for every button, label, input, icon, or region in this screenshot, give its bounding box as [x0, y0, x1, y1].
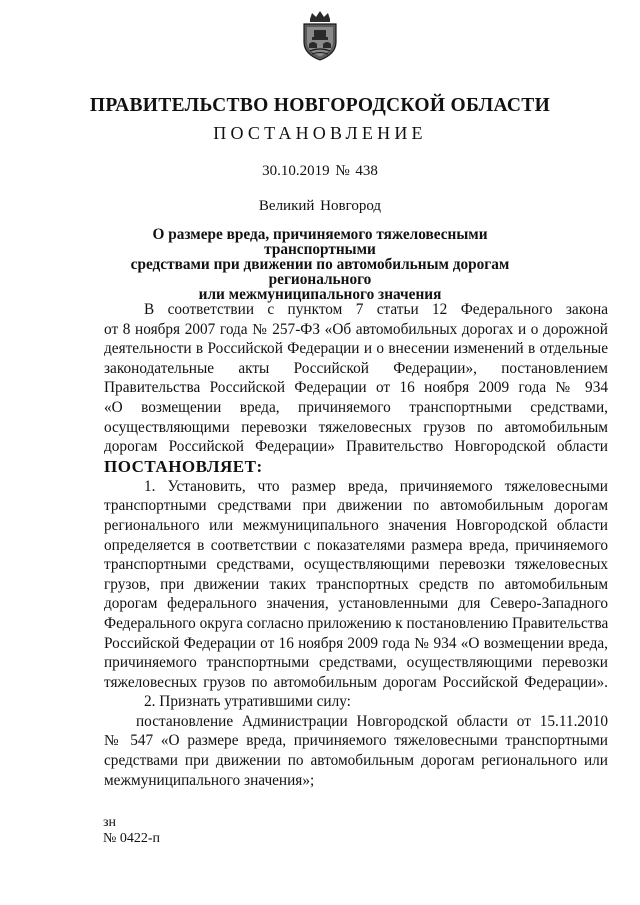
preamble-line: осуществляющими перевозки тяжеловесных грузов по автомобильным	[104, 418, 608, 436]
resolves-heading: ПОСТАНОВЛЯЕТ:	[104, 456, 263, 476]
document-date-number: 30.10.2019 № 438	[262, 163, 378, 179]
item-1-line: транспортными средствами, осуществляющими перевозки тяжеловесных	[104, 556, 608, 574]
novgorod-coat-of-arms-icon	[300, 10, 340, 62]
item-1-line: грузов, при движении таких транспортных средств по автомобильным	[104, 575, 608, 593]
subject-line: средствами при движении по автомобильным дорогам регионального	[130, 256, 510, 288]
item-2-heading: 2. Признать утратившими силу:	[144, 693, 351, 711]
document-kind: ПОСТАНОВЛЕНИЕ	[213, 123, 427, 143]
item-1-line: транспортными средствами при движении по автомобильным дорогам	[104, 497, 608, 515]
government-title: ПРАВИТЕЛЬСТВО НОВГОРОДСКОЙ ОБЛАСТИ	[89, 95, 551, 116]
item-1-line: дорогам федерального значения, установленными для Северо-Западного	[104, 595, 608, 613]
preamble-line: законодательные акты Российской Федерации», постановлением	[104, 359, 608, 377]
executor-initials: зн	[103, 815, 117, 830]
subject-line: О размере вреда, причиняемого тяжеловесными транспортными	[152, 226, 488, 258]
item-1-line: Федерального округа согласно приложению к постановлению Правительства	[104, 614, 609, 632]
item-1-line: причиняемого транспортными средствами, осуществляющими перевозки	[104, 654, 608, 672]
registration-number: № 0422-п	[103, 831, 161, 846]
document-body	[104, 300, 608, 790]
preamble-line: от 8 ноября 2007 года № 257-ФЗ «Об автомобильных дорогах и о дорожной	[104, 320, 608, 338]
footer-meta	[103, 815, 160, 847]
item-1-line: регионального или межмуниципального значения Новгородской области	[104, 516, 608, 534]
preamble-line: В соответствии с пунктом 7 статьи 12 Федерального закона	[144, 301, 608, 318]
document-place: Великий Новгород	[258, 198, 382, 214]
item-2-line: постановление Администрации Новгородской области от 15.11.2010	[136, 712, 608, 730]
item-2-line: межмуниципального значения»;	[104, 771, 315, 789]
document-subject	[100, 227, 540, 302]
item-1-line: 1. Установить, что размер вреда, причиняемого тяжеловесными	[144, 477, 608, 495]
preamble-line: «О возмещении вреда, причиняемого транспортными средствами,	[104, 398, 608, 416]
preamble-line: деятельности в Российской Федерации и о внесении изменений в отдельные	[104, 340, 608, 358]
item-1-line: Российской Федерации от 16 ноября 2009 года № 934 «О возмещении вреда,	[104, 634, 608, 652]
item-1-line: определяется в соответствии с показателями размера вреда, причиняемого	[104, 536, 608, 554]
item-2-line: № 547 «О размере вреда, причиняемого тяжеловесными транспортными	[104, 732, 608, 750]
item-1-line: тяжеловесных грузов по автомобильным дорогам Российской Федерации».	[104, 673, 608, 691]
item-2-line: средствами при движении по автомобильным дорогам регионального или	[104, 752, 608, 770]
subject-line: или межмуниципального значения	[198, 286, 442, 303]
preamble-line: дорогам Российской Федерации» Правительство Новгородской области	[104, 438, 608, 456]
preamble-line: Правительства Российской Федерации от 16 ноября 2009 года № 934	[104, 379, 608, 397]
